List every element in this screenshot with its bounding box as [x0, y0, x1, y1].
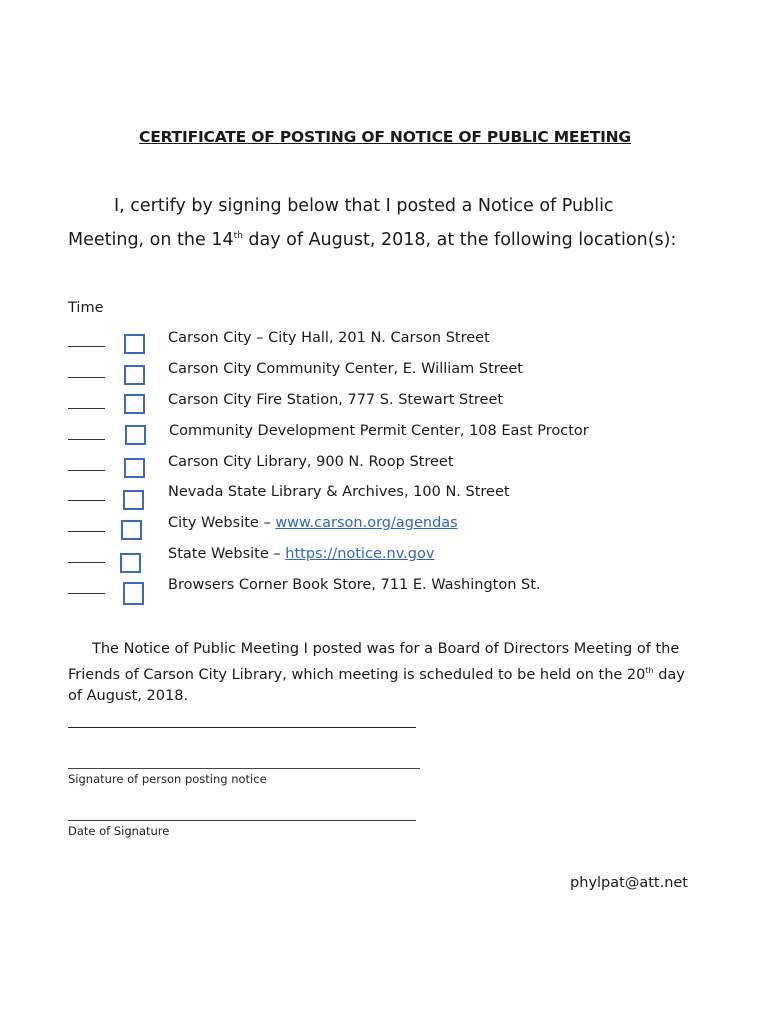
state-website-link[interactable]: https://notice.nv.gov: [285, 546, 435, 562]
location-checkbox[interactable]: [121, 520, 142, 540]
intro-line-2-ordinal: th: [233, 231, 243, 241]
location-label: Browsers Corner Book Store, 711 E. Washington St.: [168, 577, 541, 593]
signature-field[interactable]: [68, 727, 416, 728]
location-checkbox[interactable]: [123, 490, 144, 510]
date-field[interactable]: [68, 820, 416, 821]
divider: [68, 768, 420, 769]
time-blank[interactable]: [68, 346, 105, 347]
location-row: [0, 330, 770, 358]
contact-email: phylpat@att.net: [570, 875, 688, 891]
time-blank[interactable]: [68, 562, 105, 563]
location-label: [168, 515, 458, 531]
date-label: Date of Signature: [68, 824, 170, 838]
location-checkbox[interactable]: [124, 458, 145, 478]
time-blank[interactable]: [68, 408, 105, 409]
location-label: Community Development Permit Center, 108 East Proctor: [169, 423, 589, 439]
location-checkbox[interactable]: [123, 582, 144, 605]
location-row: [0, 454, 770, 482]
location-row: [0, 423, 770, 451]
time-blank[interactable]: [68, 593, 105, 594]
paragraph-ordinal: th: [645, 666, 654, 675]
location-row: [0, 546, 770, 574]
city-website-label: City Website –: [168, 515, 276, 531]
signature-label: Signature of person posting notice: [68, 772, 267, 786]
time-label: Time: [68, 300, 104, 316]
location-checkbox[interactable]: [124, 394, 145, 414]
location-row: [0, 577, 770, 605]
location-row: [0, 515, 770, 543]
location-label: Carson City – City Hall, 201 N. Carson Street: [168, 330, 490, 346]
intro-line-2: [68, 230, 676, 250]
intro-line-2-after: day of August, 2018, at the following location(s):: [242, 230, 677, 250]
location-row: [0, 484, 770, 512]
location-row: [0, 361, 770, 389]
location-checkbox[interactable]: [125, 425, 146, 445]
time-blank[interactable]: [68, 531, 105, 532]
state-website-label: State Website –: [168, 546, 286, 562]
paragraph-part-1: The Notice of Public Meeting I posted was for a Board of Directors Meeting of the Friends of Carson City Library, which meeting is scheduled to be held on the 20: [68, 641, 680, 683]
time-blank[interactable]: [68, 470, 105, 471]
intro-line-2-before: Meeting, on the 14: [68, 230, 234, 250]
city-website-link[interactable]: www.carson.org/agendas: [275, 515, 458, 531]
location-checkbox[interactable]: [124, 365, 145, 385]
location-row: [0, 392, 770, 420]
paragraph-part-2: day of August, 2018.: [68, 667, 685, 704]
intro-line-1: I, certify by signing below that I posted a Notice of Public: [114, 196, 614, 216]
notice-paragraph: [68, 639, 698, 707]
time-blank[interactable]: [68, 439, 105, 440]
document-title: CERTIFICATE OF POSTING OF NOTICE OF PUBLIC MEETING: [139, 128, 631, 146]
location-checkbox[interactable]: [124, 334, 145, 354]
location-label: Nevada State Library & Archives, 100 N. Street: [168, 484, 510, 500]
location-label: Carson City Community Center, E. William Street: [168, 361, 523, 377]
location-label: Carson City Fire Station, 777 S. Stewart Street: [168, 392, 504, 408]
time-blank[interactable]: [68, 500, 105, 501]
location-label: [168, 546, 434, 562]
time-blank[interactable]: [68, 377, 105, 378]
location-checkbox[interactable]: [120, 553, 141, 573]
location-label: Carson City Library, 900 N. Roop Street: [168, 454, 454, 470]
